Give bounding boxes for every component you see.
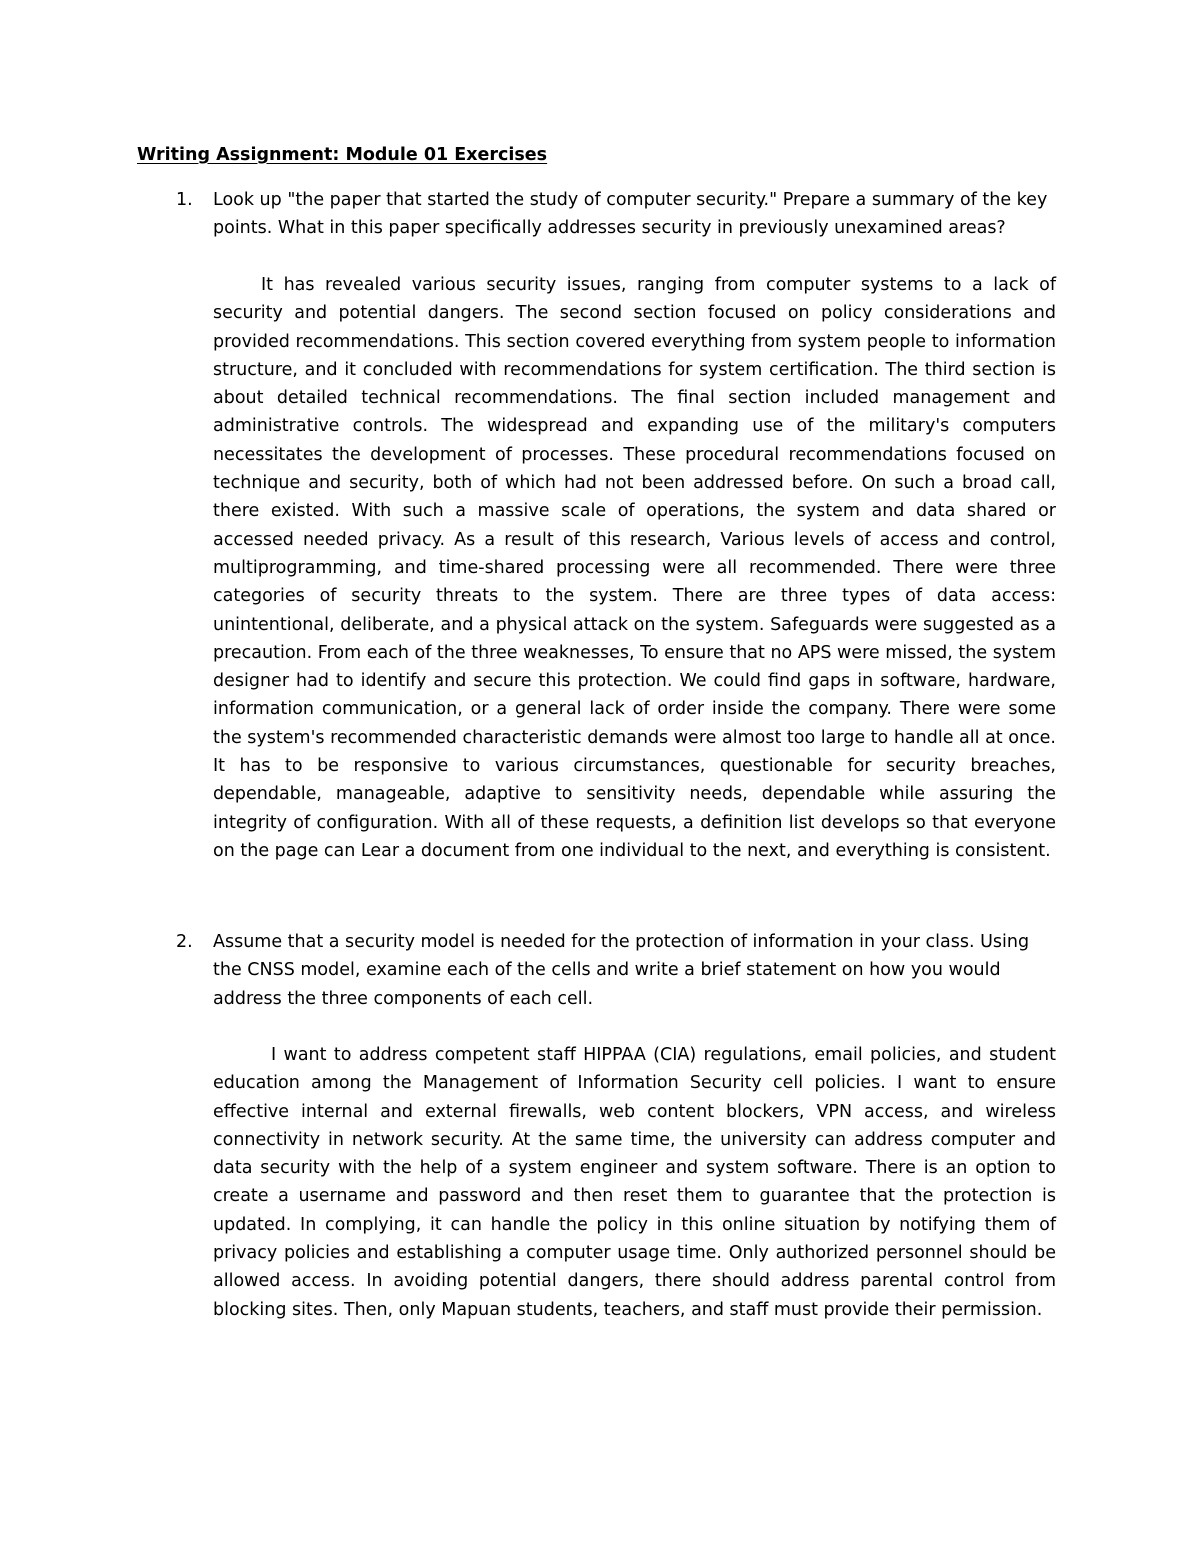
question-prompt: Assume that a security model is needed for the protection of information in your class. Using the CNSS model, examine each of the cells and write a brief statement on how you would address the three components of each cell. [213, 932, 1030, 1009]
answer-1 [176, 271, 1056, 865]
question-1 [176, 186, 1056, 243]
document-title: Writing Assignment: Module 01 Exercises [137, 145, 548, 165]
answer-paragraph [213, 1041, 1056, 1324]
answer-paragraph [213, 271, 1056, 865]
question-prompt: Look up "the paper that started the study of computer security." Prepare a summary of the key points. What in this paper specifically addresses security in previously unexamined areas? [213, 190, 1048, 239]
answer-2 [176, 1041, 1056, 1324]
answer-text: I want to address competent staff HIPPAA (CIA) regulations, email policies, and student education among the Management of Information Security cell policies. I want to ensure effective internal and external firewalls, web content blockers, VPN access, and wireless connectivity in network security. At the same time, the university can address computer and data security with the help of a system engineer and system software. There is an option to create a username and password and then reset them to guarantee that the protection is updated. In complying, it can handle the policy in this online situation by notifying them of privacy policies and establishing a computer usage time. Only authorized personnel should be allowed access. In avoiding potential dangers, there should address parental control from blocking sites. Then, only Mapuan students, teachers, and staff must provide their permission. [213, 1045, 1056, 1320]
question-2 [176, 928, 1056, 1013]
answer-text: It has revealed various security issues, ranging from computer systems to a lack of security and potential dangers. The second section focused on policy considerations and provided recommendations. This section covered everything from system people to information structure, and it concluded with recommendations for system certification. The third section is about detailed technical recommendations. The final section included management and administrative controls. The widespread and expanding use of the military's computers necessitates the development of processes. These procedural recommendations focused on technique and security, both of which had not been addressed before. On such a broad call, there existed. With such a massive scale of operations, the system and data shared or accessed needed privacy. As a result of this research, Various levels of access and control, multiprogramming, and time-shared processing were all recommended. There were three categories of security threats to the system. There are three types of data access: unintentional, deliberate, and a physical attack on the system. Safeguards were suggested as a precaution. From each of the three weaknesses, To ensure that no APS were missed, the system designer had to identify and secure this protection. We could find gaps in software, hardware, information communication, or a general lack of order inside the company. There were some the system's recommended characteristic demands were almost too large to handle all at once. It has to be responsive to various circumstances, questionable for security breaches, dependable, manageable, adaptive to sensitivity needs, dependable while assuring the integrity of configuration. With all of these requests, a definition list develops so that everyone on the page can Lear a document from one individual to the next, and everything is consistent. [213, 275, 1056, 861]
question-number: 2. [176, 932, 193, 952]
question-number: 1. [176, 190, 193, 210]
